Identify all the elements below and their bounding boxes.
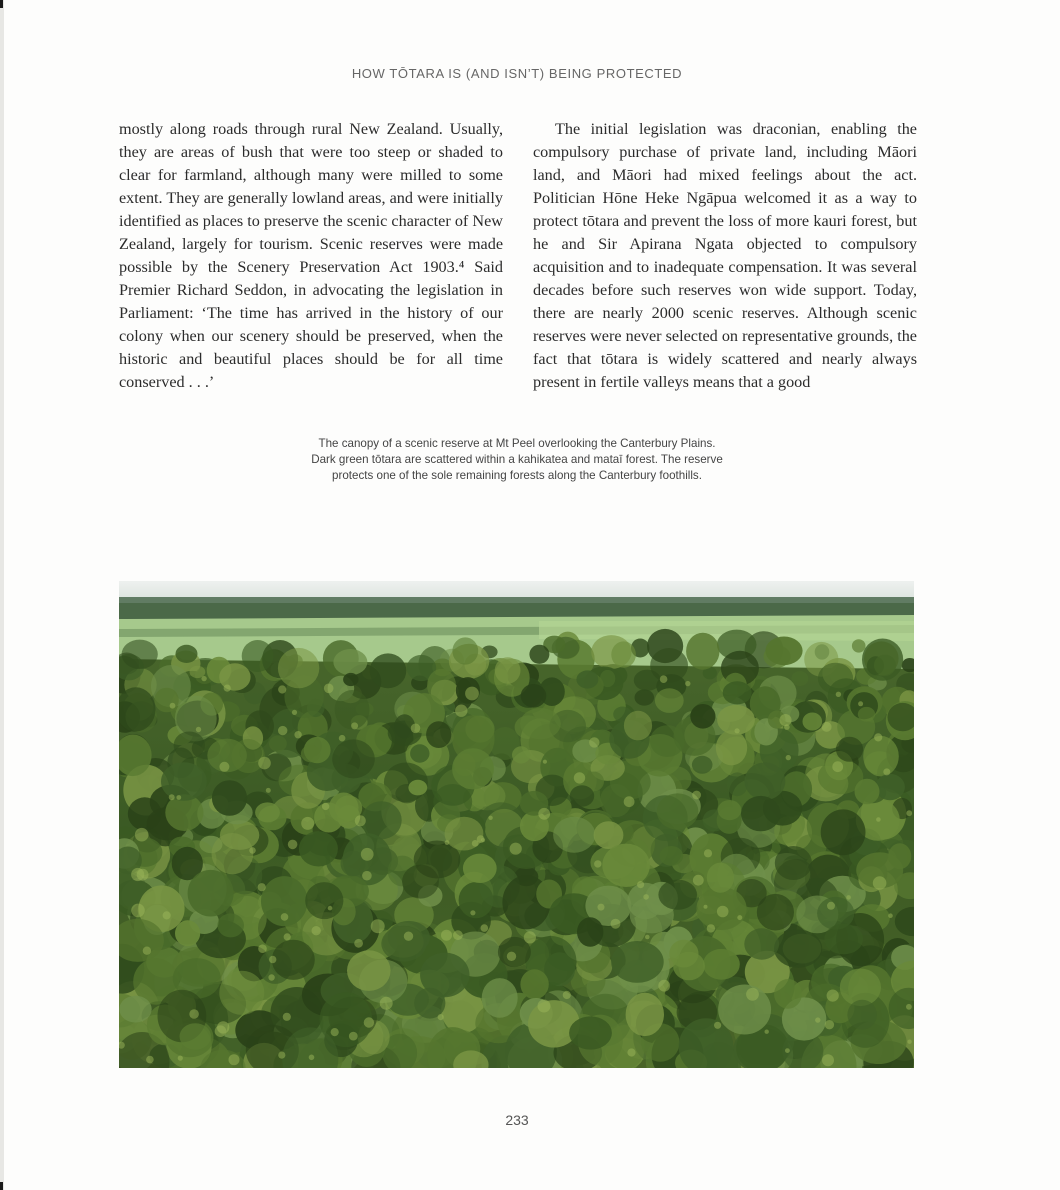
- body-text-left-column: mostly along roads through rural New Zealand. Usually, they are areas of bush that were too steep or shaded to clear for farmland, although many were milled to some extent. They are generally lowland areas, and were initially identified as places to preserve the scenic character of New Zealand, largely for tourism. Scenic reserves were made possible by the Scenery Preservation Act 1903.⁴ Said Premier Richard Seddon, in advocating the legislation in Parliament: ‘The time has arrived in the history of our colony when our scenery should be preserved, when the historic and beautiful places should be for all time conserved . . .’: [119, 120, 503, 391]
- caption-line: protects one of the sole remaining forests along the Canterbury foothills.: [332, 469, 702, 482]
- photo-caption: [250, 436, 784, 484]
- running-head: HOW TŌTARA IS (AND ISN’T) BEING PROTECTED: [351, 66, 683, 81]
- forest-canopy-photo: [119, 581, 914, 1068]
- page-edge: [0, 0, 4, 1190]
- page-number: 233: [505, 1112, 529, 1128]
- caption-line: Dark green tōtara are scattered within a kahikatea and mataī forest. The reserve: [311, 453, 723, 466]
- body-text-right-column: The initial legislation was draconian, enabling the compulsory purchase of private land, including Māori land, and Māori had mixed feelings about the act. Politician Hōne Heke Ngāpua welcomed it as a way to protect tōtara and prevent the loss of more kauri forest, but he and Sir Apirana Ngata objected to compulsory acquisition and to inadequate compensation. It was several decades before such reserves won wide support. Today, there are nearly 2000 scenic reserves. Although scenic reserves were never selected on representative grounds, the fact that tōtara is widely scattered and nearly always present in fertile valleys means that a good: [533, 120, 917, 391]
- page-edge-mark: [0, 1182, 3, 1190]
- page-edge-mark: [0, 0, 3, 8]
- caption-line: The canopy of a scenic reserve at Mt Peel overlooking the Canterbury Plains.: [318, 437, 716, 450]
